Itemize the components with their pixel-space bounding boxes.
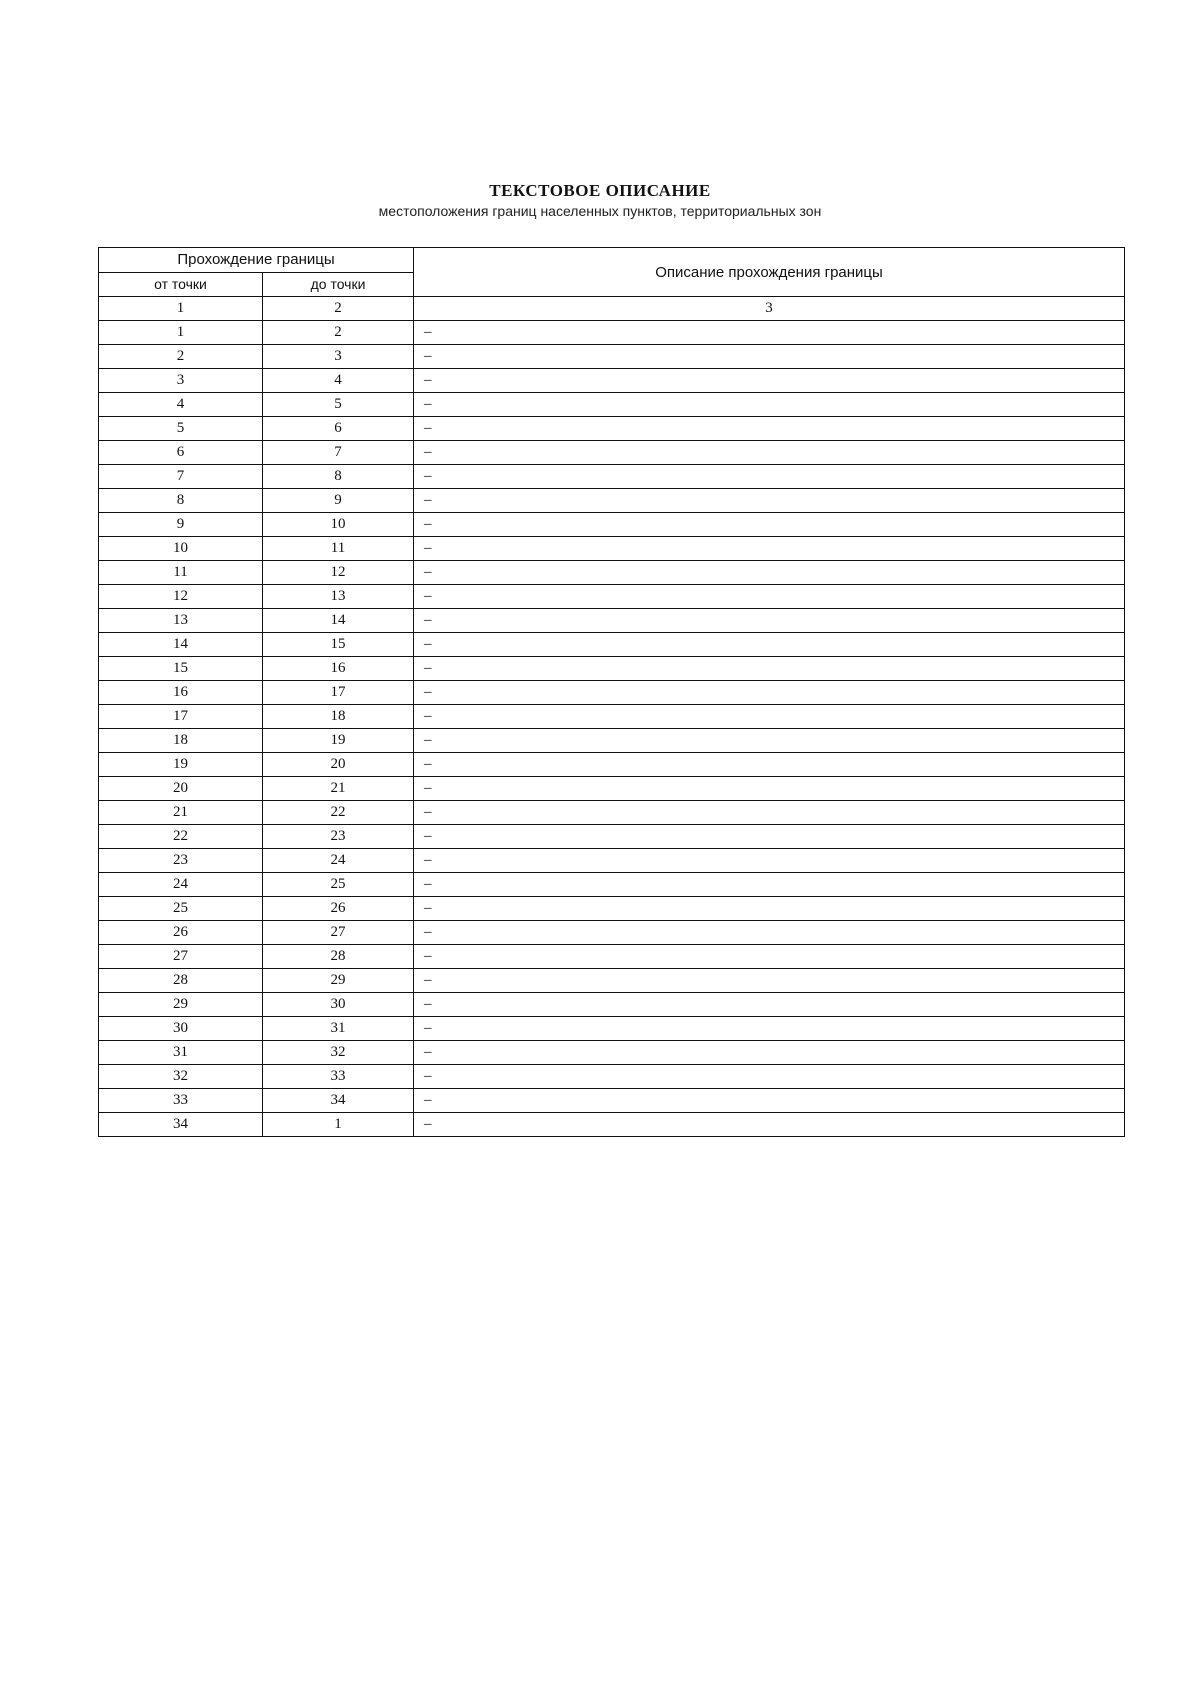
to-point-cell: 14 [263, 609, 414, 633]
from-point-cell: 4 [99, 393, 263, 417]
from-point-cell: 13 [99, 609, 263, 633]
table-row [99, 921, 1125, 945]
description-cell: – [414, 321, 1125, 345]
description-cell: – [414, 921, 1125, 945]
description-cell: – [414, 897, 1125, 921]
table-row [99, 633, 1125, 657]
description-cell: – [414, 873, 1125, 897]
table-row [99, 321, 1125, 345]
from-point-cell: 28 [99, 969, 263, 993]
to-point-cell: 32 [263, 1041, 414, 1065]
to-point-cell: 20 [263, 753, 414, 777]
to-point-cell: 2 [263, 321, 414, 345]
to-point-cell: 25 [263, 873, 414, 897]
table-row [99, 1065, 1125, 1089]
table-row [99, 345, 1125, 369]
to-point-cell: 12 [263, 561, 414, 585]
description-cell: – [414, 561, 1125, 585]
from-point-cell: 6 [99, 441, 263, 465]
table-row [99, 537, 1125, 561]
to-point-cell: 10 [263, 513, 414, 537]
document-subtitle: местоположения границ населенных пунктов, территориальных зон [378, 203, 822, 219]
from-point-cell: 19 [99, 753, 263, 777]
table-row [99, 993, 1125, 1017]
column-number: 1 [99, 297, 263, 321]
description-cell: – [414, 633, 1125, 657]
table-row [99, 465, 1125, 489]
table-row [99, 849, 1125, 873]
table-row [99, 945, 1125, 969]
table-row [99, 609, 1125, 633]
table-row [99, 777, 1125, 801]
to-point-cell: 27 [263, 921, 414, 945]
table-row [99, 1041, 1125, 1065]
description-cell: – [414, 729, 1125, 753]
table-row [99, 393, 1125, 417]
to-point-cell: 1 [263, 1113, 414, 1137]
description-cell: – [414, 753, 1125, 777]
description-cell: – [414, 465, 1125, 489]
table-row [99, 489, 1125, 513]
to-point-cell: 4 [263, 369, 414, 393]
from-point-cell: 18 [99, 729, 263, 753]
to-point-cell: 6 [263, 417, 414, 441]
table-row [99, 753, 1125, 777]
to-point-cell: 31 [263, 1017, 414, 1041]
to-point-cell: 18 [263, 705, 414, 729]
table-row [99, 417, 1125, 441]
description-cell: – [414, 585, 1125, 609]
to-point-cell: 30 [263, 993, 414, 1017]
description-cell: – [414, 1041, 1125, 1065]
to-point-cell: 7 [263, 441, 414, 465]
from-point-header: от точки [99, 272, 263, 297]
table-row [99, 729, 1125, 753]
to-point-cell: 22 [263, 801, 414, 825]
from-point-cell: 25 [99, 897, 263, 921]
description-cell: – [414, 657, 1125, 681]
description-cell: – [414, 513, 1125, 537]
from-point-cell: 5 [99, 417, 263, 441]
boundary-passage-header: Прохождение границы [99, 248, 414, 273]
from-point-cell: 9 [99, 513, 263, 537]
to-point-cell: 24 [263, 849, 414, 873]
description-cell: – [414, 681, 1125, 705]
to-point-header: до точки [263, 272, 414, 297]
to-point-cell: 33 [263, 1065, 414, 1089]
from-point-cell: 12 [99, 585, 263, 609]
description-cell: – [414, 945, 1125, 969]
from-point-cell: 22 [99, 825, 263, 849]
from-point-cell: 34 [99, 1113, 263, 1137]
from-point-cell: 15 [99, 657, 263, 681]
description-cell: – [414, 1017, 1125, 1041]
to-point-cell: 23 [263, 825, 414, 849]
from-point-cell: 24 [99, 873, 263, 897]
table-row [99, 801, 1125, 825]
table-row [99, 657, 1125, 681]
from-point-cell: 23 [99, 849, 263, 873]
table-row [99, 585, 1125, 609]
description-cell: – [414, 849, 1125, 873]
description-cell: – [414, 705, 1125, 729]
to-point-cell: 29 [263, 969, 414, 993]
description-cell: – [414, 801, 1125, 825]
table-row [99, 513, 1125, 537]
from-point-cell: 1 [99, 321, 263, 345]
description-cell: – [414, 1089, 1125, 1113]
to-point-cell: 8 [263, 465, 414, 489]
description-cell: – [414, 417, 1125, 441]
description-cell: – [414, 969, 1125, 993]
description-cell: – [414, 993, 1125, 1017]
description-cell: – [414, 825, 1125, 849]
from-point-cell: 26 [99, 921, 263, 945]
table-body [99, 321, 1125, 1137]
from-point-cell: 7 [99, 465, 263, 489]
table-row [99, 1017, 1125, 1041]
from-point-cell: 27 [99, 945, 263, 969]
description-cell: – [414, 537, 1125, 561]
to-point-cell: 26 [263, 897, 414, 921]
from-point-cell: 10 [99, 537, 263, 561]
description-cell: – [414, 1065, 1125, 1089]
from-point-cell: 33 [99, 1089, 263, 1113]
from-point-cell: 8 [99, 489, 263, 513]
to-point-cell: 3 [263, 345, 414, 369]
to-point-cell: 15 [263, 633, 414, 657]
from-point-cell: 3 [99, 369, 263, 393]
to-point-cell: 19 [263, 729, 414, 753]
to-point-cell: 5 [263, 393, 414, 417]
to-point-cell: 17 [263, 681, 414, 705]
description-cell: – [414, 777, 1125, 801]
from-point-cell: 11 [99, 561, 263, 585]
table-row [99, 873, 1125, 897]
from-point-cell: 32 [99, 1065, 263, 1089]
table-row [99, 897, 1125, 921]
from-point-cell: 30 [99, 1017, 263, 1041]
table-row [99, 969, 1125, 993]
description-header: Описание прохождения границы [414, 248, 1125, 297]
to-point-cell: 28 [263, 945, 414, 969]
from-point-cell: 16 [99, 681, 263, 705]
table-row [99, 369, 1125, 393]
description-cell: – [414, 609, 1125, 633]
to-point-cell: 34 [263, 1089, 414, 1113]
from-point-cell: 20 [99, 777, 263, 801]
from-point-cell: 14 [99, 633, 263, 657]
to-point-cell: 13 [263, 585, 414, 609]
boundary-table [98, 247, 1125, 1137]
description-cell: – [414, 489, 1125, 513]
description-cell: – [414, 441, 1125, 465]
column-number: 2 [263, 297, 414, 321]
from-point-cell: 17 [99, 705, 263, 729]
column-number: 3 [414, 297, 1125, 321]
description-cell: – [414, 393, 1125, 417]
table-row [99, 441, 1125, 465]
description-cell: – [414, 1113, 1125, 1137]
table-row [99, 561, 1125, 585]
table-row [99, 825, 1125, 849]
from-point-cell: 31 [99, 1041, 263, 1065]
description-cell: – [414, 345, 1125, 369]
table-row [99, 1113, 1125, 1137]
table-row [99, 681, 1125, 705]
to-point-cell: 16 [263, 657, 414, 681]
to-point-cell: 21 [263, 777, 414, 801]
from-point-cell: 21 [99, 801, 263, 825]
document-title: ТЕКСТОВОЕ ОПИСАНИЕ [489, 181, 711, 200]
table-row [99, 705, 1125, 729]
to-point-cell: 9 [263, 489, 414, 513]
to-point-cell: 11 [263, 537, 414, 561]
from-point-cell: 29 [99, 993, 263, 1017]
table-row [99, 1089, 1125, 1113]
description-cell: – [414, 369, 1125, 393]
from-point-cell: 2 [99, 345, 263, 369]
